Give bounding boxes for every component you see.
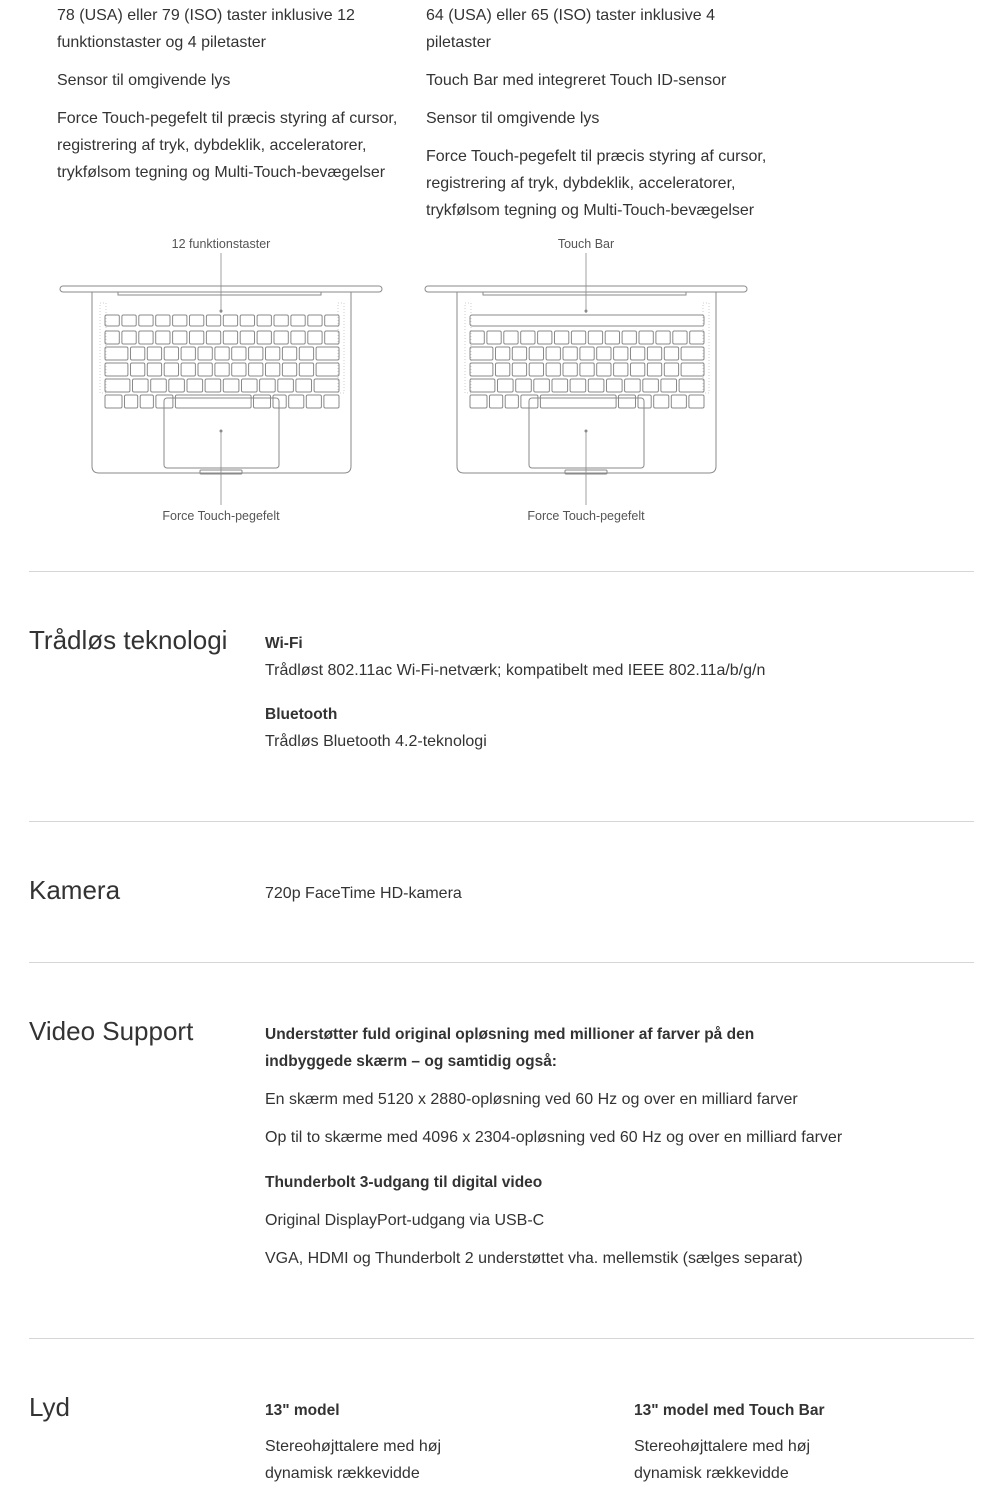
key bbox=[498, 379, 514, 392]
key bbox=[151, 379, 167, 392]
laptop-right-caption-bottom: Force Touch-pegefelt bbox=[527, 509, 645, 523]
callout-dot-bottom bbox=[220, 430, 223, 433]
audio-col1-text: Stereohøjttalere med høj dynamisk rækkevidde bbox=[265, 1438, 442, 1482]
key bbox=[223, 379, 239, 392]
key bbox=[181, 363, 195, 376]
video-item-adapters: VGA, HDMI og Thunderbolt 2 understøttet vha. mellemstik (sælges separat) bbox=[265, 1250, 803, 1267]
key bbox=[643, 379, 659, 392]
key bbox=[198, 347, 212, 360]
key bbox=[308, 331, 322, 344]
key bbox=[105, 331, 119, 344]
key bbox=[656, 331, 670, 344]
camera-text: 720p FaceTime HD-kamera bbox=[265, 885, 462, 902]
key bbox=[496, 347, 510, 360]
key bbox=[147, 347, 161, 360]
key bbox=[156, 315, 170, 326]
wifi-heading: Wi-Fi bbox=[265, 635, 303, 652]
key bbox=[105, 347, 128, 360]
key bbox=[105, 363, 128, 376]
callout-dot-bottom bbox=[585, 430, 588, 433]
key bbox=[206, 315, 220, 326]
key bbox=[619, 395, 636, 408]
divider bbox=[29, 571, 974, 572]
audio-col1-heading: 13" model bbox=[265, 1402, 340, 1419]
key bbox=[487, 331, 501, 344]
keyboard-right-spec-touchbar: Touch Bar med integreret Touch ID-sensor bbox=[426, 72, 727, 89]
key bbox=[296, 379, 312, 392]
key bbox=[273, 395, 286, 408]
divider bbox=[29, 821, 974, 822]
key bbox=[240, 315, 254, 326]
key bbox=[190, 331, 204, 344]
key bbox=[588, 331, 602, 344]
key bbox=[580, 347, 594, 360]
key bbox=[580, 363, 594, 376]
key bbox=[274, 315, 288, 326]
key bbox=[140, 395, 153, 408]
key bbox=[563, 363, 577, 376]
key bbox=[282, 347, 296, 360]
key bbox=[681, 347, 704, 360]
key bbox=[131, 347, 145, 360]
key bbox=[512, 347, 526, 360]
key bbox=[105, 395, 122, 408]
key bbox=[190, 315, 204, 326]
key bbox=[249, 347, 263, 360]
key bbox=[299, 347, 313, 360]
key bbox=[131, 363, 145, 376]
key bbox=[308, 315, 322, 326]
section-title-wireless: Trådløs teknologi bbox=[29, 625, 228, 655]
key bbox=[105, 315, 119, 326]
key bbox=[470, 379, 495, 392]
keyboard-left-spec-trackpad: Force Touch-pegefelt til præcis styring af cursor, registrering af tryk, dybdeklik, acceleratorer, trykfølsom tegning og Multi-Touch-bevægelser bbox=[57, 110, 398, 181]
key bbox=[325, 315, 339, 326]
section-title-video: Video Support bbox=[29, 1016, 194, 1046]
key bbox=[206, 331, 220, 344]
video-item-displayport: Original DisplayPort-udgang via USB-C bbox=[265, 1212, 545, 1229]
hinge bbox=[118, 292, 321, 295]
key bbox=[490, 395, 503, 408]
audio-col2-text: Stereohøjttalere med høj dynamisk rækkevidde bbox=[634, 1438, 811, 1482]
laptop-13-inch-illustration bbox=[58, 253, 386, 507]
key bbox=[254, 395, 271, 408]
key bbox=[661, 379, 677, 392]
key bbox=[266, 363, 280, 376]
audio-col2-heading: 13" model med Touch Bar bbox=[634, 1402, 825, 1419]
key bbox=[588, 379, 604, 392]
key bbox=[282, 363, 296, 376]
key bbox=[215, 363, 229, 376]
key bbox=[173, 315, 187, 326]
key bbox=[681, 363, 704, 376]
key bbox=[289, 395, 304, 408]
key bbox=[122, 315, 136, 326]
key bbox=[671, 395, 686, 408]
key bbox=[673, 331, 687, 344]
key bbox=[521, 331, 535, 344]
divider bbox=[29, 1338, 974, 1339]
key bbox=[125, 395, 138, 408]
key bbox=[223, 331, 237, 344]
laptop-body bbox=[457, 292, 716, 473]
section-title-camera: Kamera bbox=[29, 875, 121, 905]
key bbox=[325, 331, 339, 344]
key bbox=[205, 379, 221, 392]
key bbox=[571, 331, 585, 344]
key bbox=[664, 363, 678, 376]
keyboard-right-spec-keys: 64 (USA) eller 65 (ISO) taster inklusive 4 piletaster bbox=[426, 7, 715, 51]
video-item-5k: En skærm med 5120 x 2880-opløsning ved 60 Hz og over en milliard farver bbox=[265, 1091, 798, 1108]
key bbox=[274, 331, 288, 344]
wifi-text: Trådløst 802.11ac Wi-Fi-netværk; kompatibelt med IEEE 802.11a/b/g/n bbox=[265, 662, 766, 679]
key bbox=[105, 379, 130, 392]
key bbox=[631, 363, 645, 376]
key bbox=[555, 331, 569, 344]
key bbox=[546, 363, 560, 376]
key bbox=[147, 363, 161, 376]
key bbox=[470, 347, 493, 360]
key bbox=[631, 347, 645, 360]
key bbox=[257, 331, 271, 344]
key bbox=[291, 315, 305, 326]
keyboard-right-spec-trackpad: Force Touch-pegefelt til præcis styring af cursor, registrering af tryk, dybdeklik, acceleratorer, trykfølsom tegning og Multi-Touch-bevægelser bbox=[426, 148, 767, 219]
key bbox=[689, 395, 704, 408]
key bbox=[607, 379, 623, 392]
key bbox=[324, 395, 339, 408]
key bbox=[534, 379, 550, 392]
key bbox=[260, 379, 276, 392]
key bbox=[266, 347, 280, 360]
key bbox=[198, 363, 212, 376]
key bbox=[679, 379, 704, 392]
key bbox=[614, 347, 628, 360]
key bbox=[306, 395, 321, 408]
key bbox=[139, 331, 153, 344]
key bbox=[164, 347, 178, 360]
key bbox=[470, 331, 484, 344]
key bbox=[496, 363, 510, 376]
key bbox=[215, 347, 229, 360]
key bbox=[316, 347, 339, 360]
key bbox=[470, 395, 487, 408]
key bbox=[664, 347, 678, 360]
divider bbox=[29, 962, 974, 963]
key bbox=[232, 347, 246, 360]
key bbox=[470, 363, 493, 376]
key bbox=[625, 379, 641, 392]
hinge bbox=[483, 292, 686, 295]
touch-bar bbox=[470, 315, 704, 326]
callout-dot-top bbox=[585, 310, 588, 313]
key bbox=[538, 331, 552, 344]
key bbox=[516, 379, 532, 392]
key bbox=[622, 331, 636, 344]
key bbox=[223, 315, 237, 326]
key bbox=[299, 363, 313, 376]
key bbox=[173, 331, 187, 344]
key bbox=[164, 363, 178, 376]
laptop-left-caption-top: 12 funktionstaster bbox=[171, 237, 271, 251]
keyboard-right-spec-light-sensor: Sensor til omgivende lys bbox=[426, 110, 600, 127]
video-heading-internal: Understøtter fuld original opløsning med millioner af farver på den indbyggede skærm – og samtidig også: bbox=[265, 1026, 755, 1070]
bluetooth-text: Trådløs Bluetooth 4.2-teknologi bbox=[265, 733, 487, 750]
laptop-13-inch-touchbar-illustration bbox=[423, 253, 751, 507]
key bbox=[181, 347, 195, 360]
key bbox=[552, 379, 568, 392]
key bbox=[690, 331, 704, 344]
bluetooth-heading: Bluetooth bbox=[265, 706, 338, 723]
key bbox=[605, 331, 619, 344]
key bbox=[278, 379, 294, 392]
key bbox=[316, 363, 339, 376]
key bbox=[639, 331, 653, 344]
key bbox=[257, 315, 271, 326]
key bbox=[122, 331, 136, 344]
key bbox=[139, 315, 153, 326]
key bbox=[614, 363, 628, 376]
key bbox=[291, 331, 305, 344]
key bbox=[597, 363, 611, 376]
laptop-body bbox=[92, 292, 351, 473]
key bbox=[314, 379, 339, 392]
key bbox=[540, 395, 616, 408]
key bbox=[240, 331, 254, 344]
laptop-left-caption-bottom: Force Touch-pegefelt bbox=[162, 509, 280, 523]
keyboard-left-spec-light-sensor: Sensor til omgivende lys bbox=[57, 72, 231, 89]
key bbox=[133, 379, 149, 392]
section-title-audio: Lyd bbox=[29, 1392, 70, 1422]
video-heading-thunderbolt: Thunderbolt 3-udgang til digital video bbox=[265, 1174, 543, 1191]
key bbox=[169, 379, 185, 392]
key bbox=[242, 379, 258, 392]
key bbox=[529, 363, 543, 376]
key bbox=[175, 395, 251, 408]
keyboard-left-spec-keys: 78 (USA) eller 79 (ISO) taster inklusive 12 funktionstaster og 4 piletaster bbox=[57, 7, 355, 51]
key bbox=[563, 347, 577, 360]
key bbox=[647, 363, 661, 376]
key bbox=[156, 331, 170, 344]
key bbox=[505, 395, 518, 408]
key bbox=[654, 395, 669, 408]
key bbox=[647, 347, 661, 360]
key bbox=[597, 347, 611, 360]
key bbox=[512, 363, 526, 376]
key bbox=[546, 347, 560, 360]
laptop-right-caption-top: Touch Bar bbox=[557, 237, 615, 251]
key bbox=[529, 347, 543, 360]
key bbox=[638, 395, 651, 408]
key bbox=[232, 363, 246, 376]
video-item-4k: Op til to skærme med 4096 x 2304-opløsning ved 60 Hz og over en milliard farver bbox=[265, 1129, 843, 1146]
key bbox=[570, 379, 586, 392]
callout-dot-top bbox=[220, 310, 223, 313]
key bbox=[504, 331, 518, 344]
key bbox=[249, 363, 263, 376]
key bbox=[187, 379, 203, 392]
